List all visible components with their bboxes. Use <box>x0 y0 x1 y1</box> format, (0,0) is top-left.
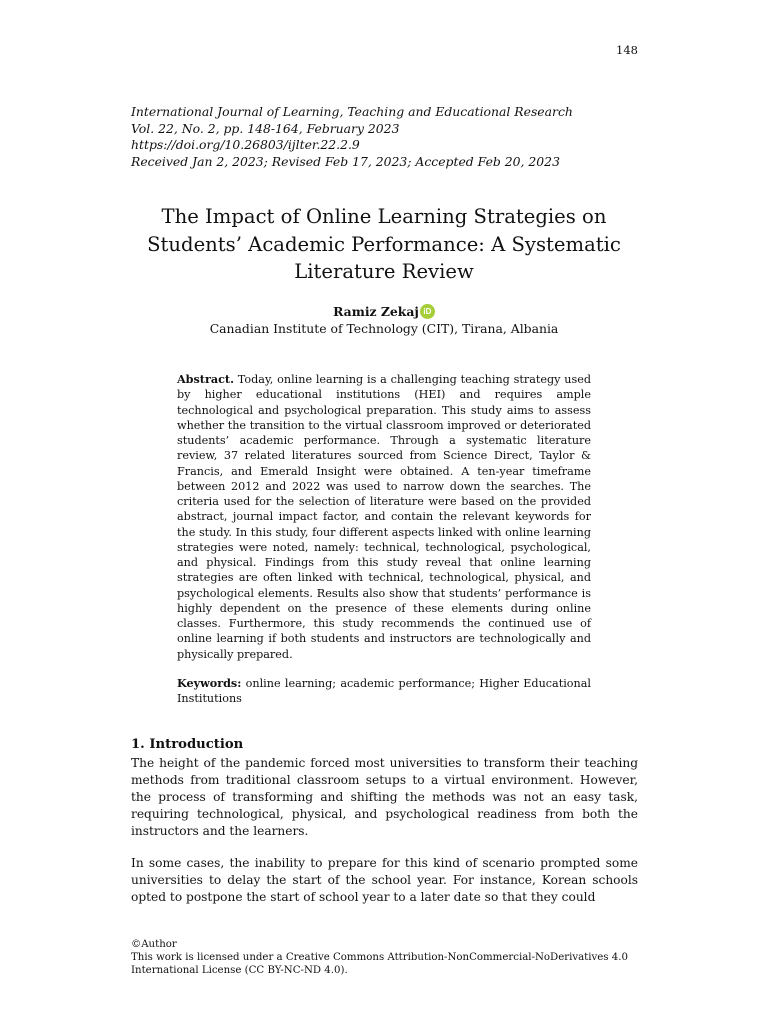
keywords-text: online learning; academic performance; Higher Educational Institutions <box>177 677 591 706</box>
paper-title: The Impact of Online Learning Strategies on Students’ Academic Performance: A Systematic Literature Review <box>147 205 621 283</box>
author-block <box>131 303 637 337</box>
journal-name: International Journal of Learning, Teaching and Educational Research <box>131 104 573 119</box>
license-text: This work is licensed under a Creative Commons Attribution-NonCommercial-NoDerivatives 4.0 International License (CC BY-NC-ND 4.0). <box>131 951 628 976</box>
author-name: Ramiz Zekaj <box>333 304 419 319</box>
copyright-notice: ©Author <box>131 939 177 950</box>
author-affiliation: Canadian Institute of Technology (CIT), Tirana, Albania <box>209 321 559 336</box>
abstract-text: Today, online learning is a challenging teaching strategy used by higher educational institutions (HEI) and requires ample technological and psychological preparation. This study aims to assess whether the transition to the virtual classroom improved or deteriorated students’ academic performance. Through a systematic literature review, 37 related literatures sourced from Science Direct, Taylor & Francis, and Emerald Insight were obtained. A ten-year timeframe between 2012 and 2022 was used to narrow down the searches. The criteria used for the selection of literature were based on the provided abstract, journal impact factor, and contain the relevant keywords for the study. In this study, four different aspects linked with online learning strategies were noted, namely: technical, technological, psychological, and physical. Findings from this study reveal that online learning strategies are often linked with technical, technological, physical, and psychological elements. Results also show that students’ performance is highly dependent on the presence of these elements during online classes. Furthermore, this study recommends the continued use of online learning if both students and instructors are technologically and physically prepared. <box>177 373 591 661</box>
keywords-label: Keywords: <box>177 676 242 690</box>
abstract <box>177 372 591 662</box>
orcid-icon[interactable]: iD <box>420 304 435 319</box>
journal-volume: Vol. 22, No. 2, pp. 148-164, February 2023 <box>131 120 400 136</box>
journal-header <box>131 104 651 170</box>
journal-doi-link[interactable]: https://doi.org/10.26803/ijlter.22.2.9 <box>131 137 360 152</box>
abstract-label: Abstract. <box>177 372 234 386</box>
license-footer <box>131 939 638 977</box>
body-paragraph: In some cases, the inability to prepare for this kind of scenario prompted some universities to delay the start of the school year. For instance, Korean schools opted to postpone the start of school year to a later date so that they could <box>131 856 638 904</box>
body-paragraph: The height of the pandemic forced most universities to transform their teaching methods from traditional classroom setups to a virtual environment. However, the process of transforming and shifting the methods was not an easy task, requiring technological, physical, and psychological readiness from both the instructors and the learners. <box>131 756 638 838</box>
section-heading: 1. Introduction <box>131 737 244 752</box>
publication-dates: Received Jan 2, 2023; Revised Feb 17, 2023; Accepted Feb 20, 2023 <box>131 153 560 169</box>
page-number: 148 <box>616 43 638 57</box>
keywords <box>177 676 591 707</box>
